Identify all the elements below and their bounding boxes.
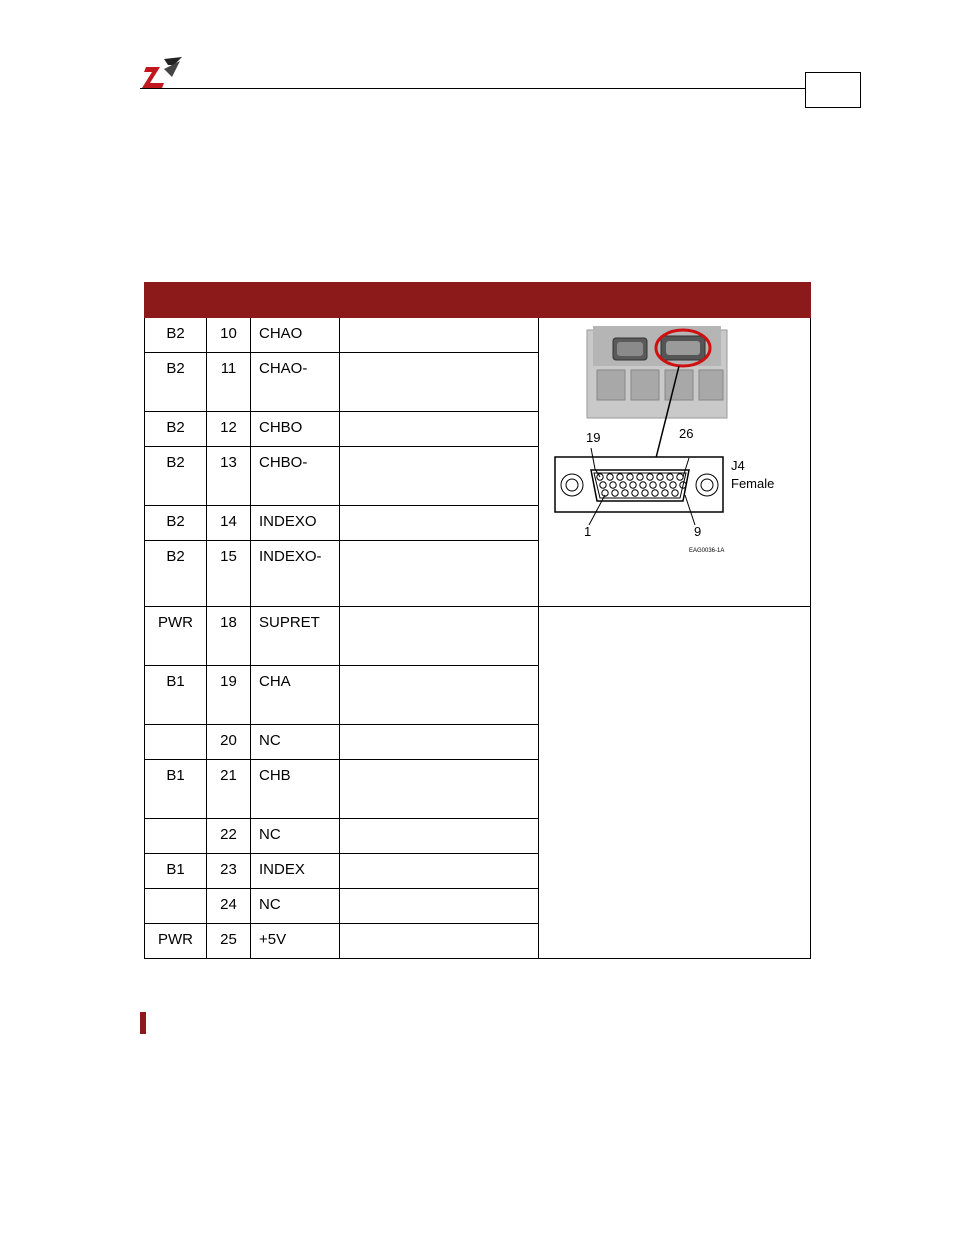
cell-port: PWR <box>145 924 207 959</box>
plug-label-pin-26: 26 <box>679 426 694 441</box>
cell-function <box>340 666 539 725</box>
plug-drawing-code: EAG0036-1A <box>689 548 725 554</box>
cell-signal: CHB <box>251 760 340 819</box>
cell-function <box>340 854 539 889</box>
table-header-row <box>145 283 811 318</box>
connector-gender: Female <box>731 476 775 491</box>
cell-function <box>340 725 539 760</box>
cell-pin: 12 <box>207 412 251 447</box>
col-header-port <box>145 283 207 318</box>
page-number <box>805 72 861 108</box>
cell-function <box>340 318 539 353</box>
cell-function <box>340 412 539 447</box>
cell-signal: CHBO <box>251 412 340 447</box>
plug-label-pin-9: 9 <box>694 524 702 539</box>
cell-port: B1 <box>145 666 207 725</box>
cell-signal: +5V <box>251 924 340 959</box>
socket-diagram-cell <box>539 607 811 959</box>
cell-port: B2 <box>145 447 207 506</box>
cell-signal: INDEXO- <box>251 541 340 607</box>
cell-signal: CHA <box>251 666 340 725</box>
cell-port <box>145 819 207 854</box>
plug-label-pin-19: 19 <box>586 430 601 445</box>
table-row <box>145 607 811 666</box>
cell-function <box>340 819 539 854</box>
cell-port: B2 <box>145 353 207 412</box>
plug-diagram-cell <box>539 318 811 607</box>
cell-function <box>340 353 539 412</box>
col-header-function <box>340 283 539 318</box>
cell-pin: 19 <box>207 666 251 725</box>
cell-signal: CHAO- <box>251 353 340 412</box>
connector-name: J4 <box>731 458 745 473</box>
col-header-signal <box>251 283 340 318</box>
cell-signal: CHAO <box>251 318 340 353</box>
cell-signal: NC <box>251 819 340 854</box>
elmo-logo <box>142 55 186 89</box>
col-header-pin <box>207 283 251 318</box>
pin-assignment-table <box>144 282 811 959</box>
cell-port: PWR <box>145 607 207 666</box>
cell-function <box>340 506 539 541</box>
cell-pin: 24 <box>207 889 251 924</box>
header-rule <box>140 88 805 89</box>
note-paragraph <box>140 1012 840 1036</box>
cell-signal: NC <box>251 725 340 760</box>
cell-pin: 11 <box>207 353 251 412</box>
cell-pin: 10 <box>207 318 251 353</box>
cell-function <box>340 760 539 819</box>
cell-pin: 21 <box>207 760 251 819</box>
plug-label-pin-1: 1 <box>584 524 592 539</box>
cell-signal: SUPRET <box>251 607 340 666</box>
cell-port <box>145 889 207 924</box>
cell-pin: 20 <box>207 725 251 760</box>
cell-pin: 14 <box>207 506 251 541</box>
cell-signal: NC <box>251 889 340 924</box>
cell-port: B1 <box>145 760 207 819</box>
cell-pin: 25 <box>207 924 251 959</box>
cell-port <box>145 725 207 760</box>
cell-pin: 23 <box>207 854 251 889</box>
col-header-pin-positions <box>539 283 811 318</box>
cell-signal: CHBO- <box>251 447 340 506</box>
cell-signal: INDEXO <box>251 506 340 541</box>
cell-pin: 18 <box>207 607 251 666</box>
cell-function <box>340 541 539 607</box>
cell-function <box>340 447 539 506</box>
cell-port: B1 <box>145 854 207 889</box>
cell-port: B2 <box>145 318 207 353</box>
cell-signal: INDEX <box>251 854 340 889</box>
cell-port: B2 <box>145 541 207 607</box>
table-row <box>145 318 811 353</box>
cell-pin: 13 <box>207 447 251 506</box>
cell-function <box>340 924 539 959</box>
cell-function <box>340 607 539 666</box>
cell-port: B2 <box>145 506 207 541</box>
section-heading <box>140 115 228 133</box>
cell-port: B2 <box>145 412 207 447</box>
cell-pin: 22 <box>207 819 251 854</box>
cell-function <box>340 889 539 924</box>
cell-pin: 15 <box>207 541 251 607</box>
plug-diagram <box>539 318 811 558</box>
